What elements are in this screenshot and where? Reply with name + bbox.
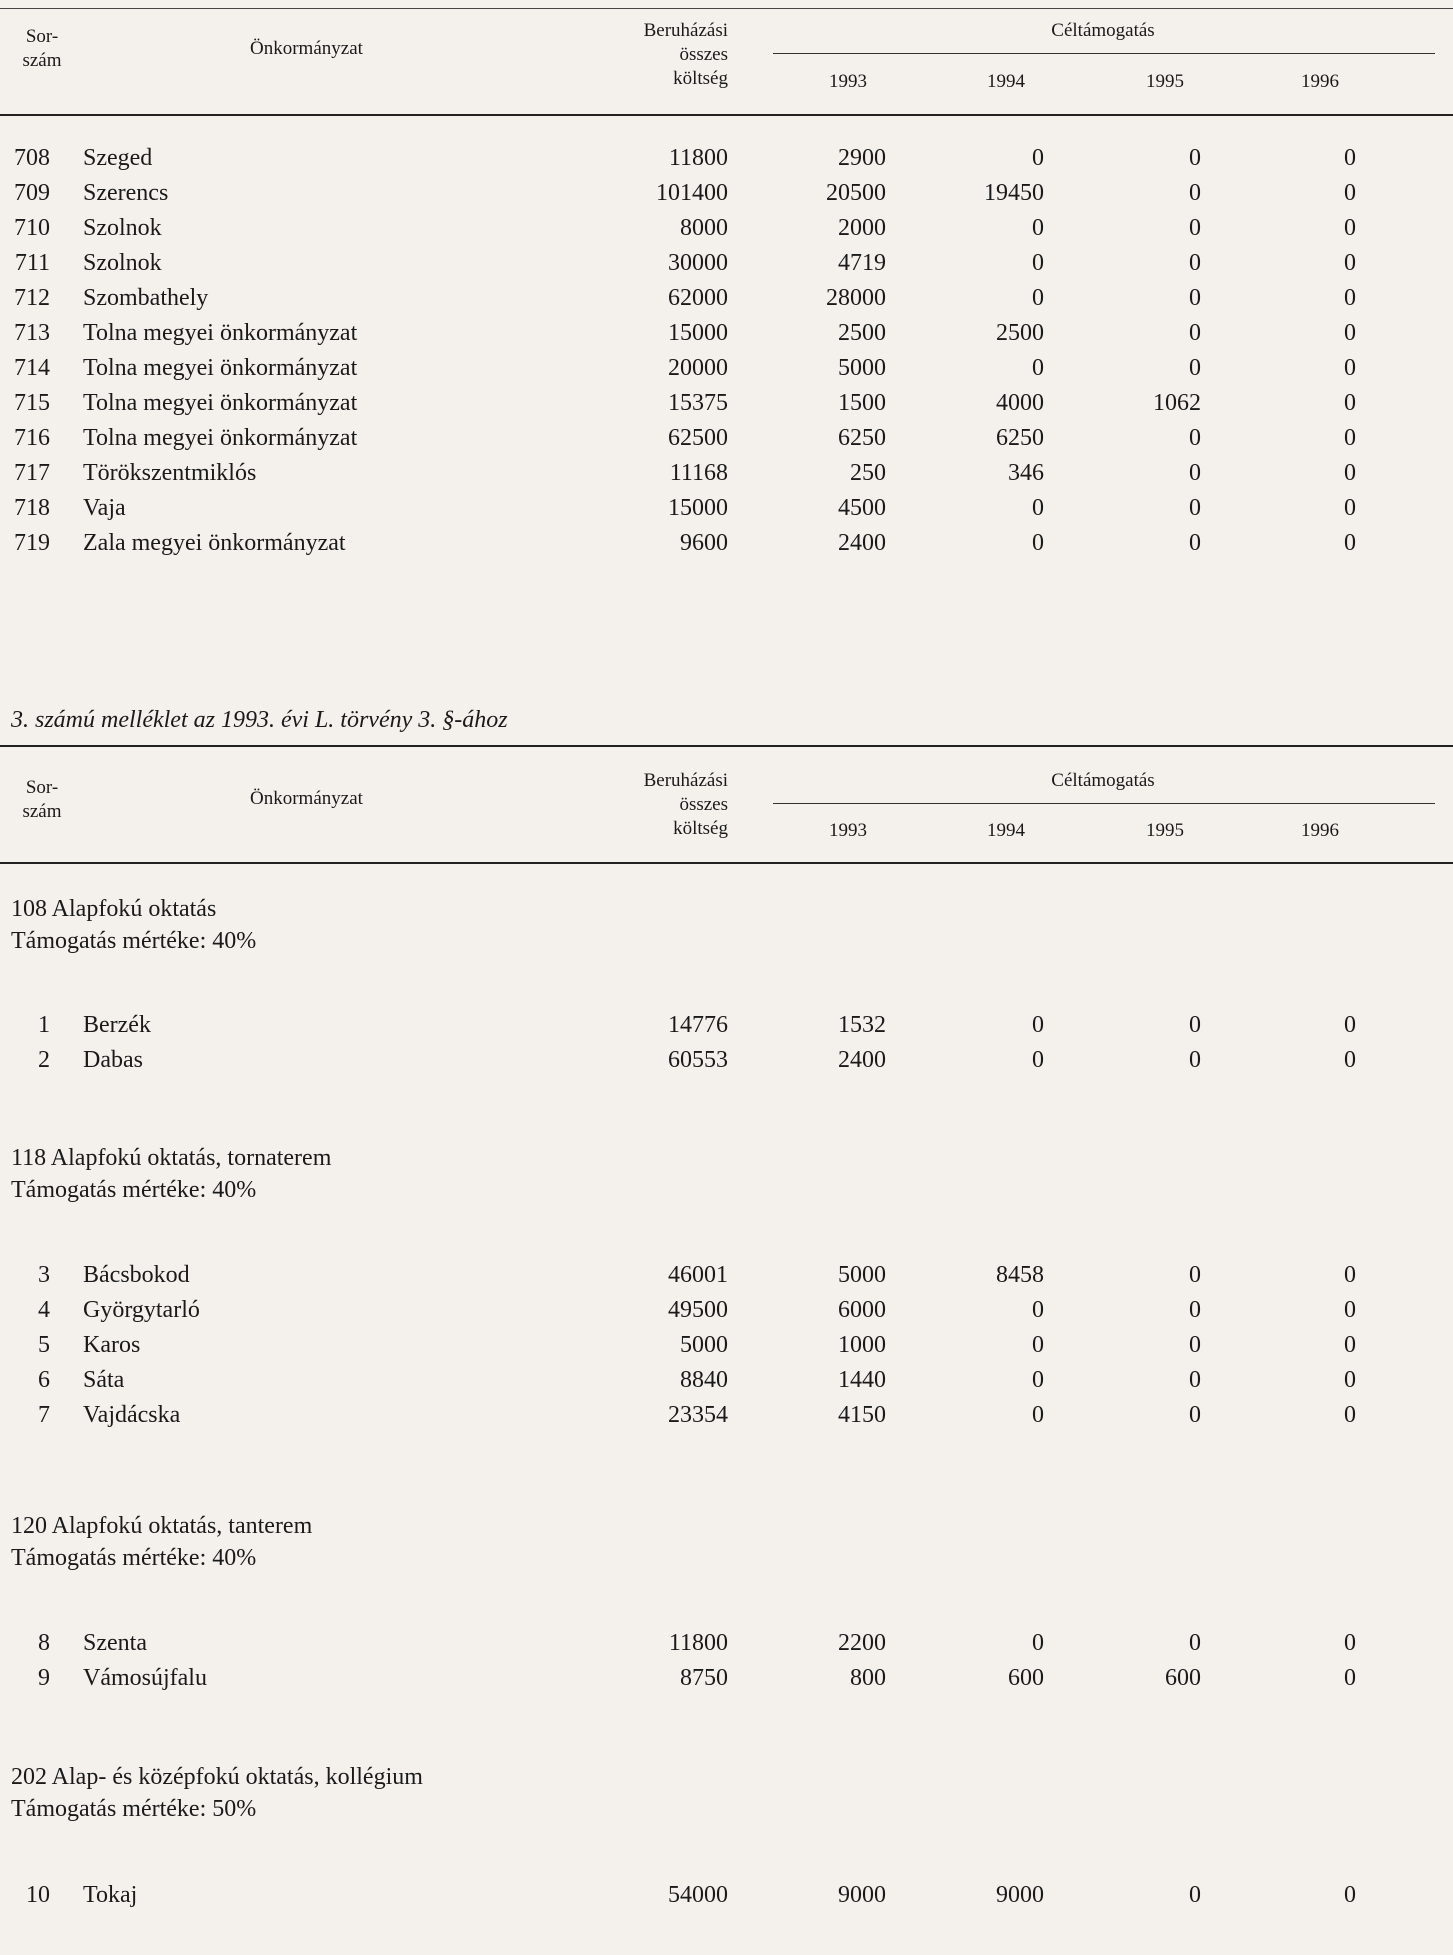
row-name: Tolna megyei önkormányzat (83, 425, 358, 451)
row-1996: 0 (1344, 285, 1356, 311)
row-name: Dabas (83, 1047, 143, 1073)
row-total-cost: 11800 (668, 1630, 728, 1656)
row-total-cost: 20000 (668, 355, 728, 381)
row-number: 7 (38, 1402, 50, 1428)
header-sub-rule (773, 53, 1435, 54)
header-sorszam-1: Sor- (25, 26, 59, 47)
row-total-cost: 30000 (668, 250, 728, 276)
header2-year-1996: 1996 (1301, 820, 1339, 841)
header2-beruhazasi-1: Beruházási (643, 770, 728, 791)
row-total-cost: 9600 (680, 530, 728, 556)
table-row (0, 1045, 1453, 1075)
row-1996: 0 (1344, 1665, 1356, 1691)
table-row (0, 423, 1453, 453)
row-1993: 2400 (838, 530, 886, 556)
row-1994: 8458 (996, 1262, 1044, 1288)
table-row (0, 528, 1453, 558)
row-number: 3 (38, 1262, 50, 1288)
table-row (0, 248, 1453, 278)
row-1994: 4000 (996, 390, 1044, 416)
row-1994: 0 (1032, 1402, 1044, 1428)
row-total-cost: 15375 (668, 390, 728, 416)
row-name: Vámosújfalu (83, 1665, 207, 1691)
row-1996: 0 (1344, 460, 1356, 486)
row-1994: 6250 (996, 425, 1044, 451)
row-number: 711 (14, 250, 50, 276)
header2-beruhazasi-2: összes (679, 794, 728, 815)
row-1995: 0 (1189, 250, 1201, 276)
section-title: 202 Alap- és középfokú oktatás, kollégium (11, 1764, 423, 1790)
header2-sorszam-1: Sor- (25, 777, 59, 798)
row-total-cost: 46001 (668, 1262, 728, 1288)
row-1994: 346 (1008, 460, 1044, 486)
row-name: Berzék (83, 1012, 151, 1038)
row-1996: 0 (1344, 320, 1356, 346)
header2-year-1994: 1994 (987, 820, 1025, 841)
row-1995: 600 (1165, 1665, 1201, 1691)
row-number: 719 (14, 530, 50, 556)
row-1995: 0 (1189, 1012, 1201, 1038)
appendix-caption: 3. számú melléklet az 1993. évi L. törvény 3. §-ához (11, 707, 508, 733)
row-total-cost: 15000 (668, 495, 728, 521)
row-1994: 0 (1032, 355, 1044, 381)
row-total-cost: 8840 (680, 1367, 728, 1393)
row-1994: 0 (1032, 1332, 1044, 1358)
row-number: 709 (14, 180, 50, 206)
header-onkormanyzat: Önkormányzat (250, 38, 363, 59)
table-row (0, 353, 1453, 383)
header2-celtamogatas: Céltámogatás (1051, 770, 1155, 791)
row-total-cost: 11168 (669, 460, 728, 486)
header-sorszam-2: szám (22, 50, 62, 71)
table-row (0, 458, 1453, 488)
row-1993: 1500 (838, 390, 886, 416)
row-1995: 1062 (1153, 390, 1201, 416)
row-1995: 0 (1189, 530, 1201, 556)
header-beruhazasi-3: költség (673, 68, 728, 89)
row-number: 1 (38, 1012, 50, 1038)
row-number: 710 (14, 215, 50, 241)
row-1995: 0 (1189, 425, 1201, 451)
row-1996: 0 (1344, 250, 1356, 276)
row-name: Vajdácska (83, 1402, 181, 1428)
table-row (0, 1010, 1453, 1040)
row-number: 717 (14, 460, 50, 486)
row-1993: 6000 (838, 1297, 886, 1323)
row-1994: 0 (1032, 1047, 1044, 1073)
row-1995: 0 (1189, 355, 1201, 381)
row-total-cost: 11800 (668, 145, 728, 171)
row-1995: 0 (1189, 1882, 1201, 1908)
row-1993: 800 (850, 1665, 886, 1691)
row-1994: 0 (1032, 145, 1044, 171)
header2-onkormanyzat: Önkormányzat (250, 788, 363, 809)
row-1993: 4719 (838, 250, 886, 276)
row-number: 713 (14, 320, 50, 346)
row-name: Szeged (83, 145, 153, 171)
row-1993: 2400 (838, 1047, 886, 1073)
row-name: Tolna megyei önkormányzat (83, 320, 358, 346)
row-1993: 9000 (838, 1882, 886, 1908)
row-total-cost: 62500 (668, 425, 728, 451)
table-row (0, 1400, 1453, 1430)
row-1993: 5000 (838, 355, 886, 381)
row-name: Györgytarló (83, 1297, 200, 1323)
header-year-1996: 1996 (1301, 71, 1339, 92)
section-title: 118 Alapfokú oktatás, tornaterem (11, 1145, 332, 1171)
header-beruhazasi-1: Beruházási (643, 20, 728, 41)
row-1994: 0 (1032, 1367, 1044, 1393)
row-1994: 0 (1032, 1012, 1044, 1038)
row-1993: 2000 (838, 215, 886, 241)
row-total-cost: 60553 (668, 1047, 728, 1073)
row-1996: 0 (1344, 1630, 1356, 1656)
row-1996: 0 (1344, 1402, 1356, 1428)
row-1994: 2500 (996, 320, 1044, 346)
row-total-cost: 54000 (668, 1882, 728, 1908)
section-rate: Támogatás mértéke: 40% (11, 1177, 257, 1203)
section-rate: Támogatás mértéke: 40% (11, 1545, 257, 1571)
section-title: 120 Alapfokú oktatás, tanterem (11, 1513, 313, 1539)
row-total-cost: 5000 (680, 1332, 728, 1358)
row-number: 6 (38, 1367, 50, 1393)
row-number: 8 (38, 1630, 50, 1656)
header-beruhazasi-2: összes (679, 44, 728, 65)
row-name: Tokaj (83, 1882, 138, 1908)
row-number: 4 (38, 1297, 50, 1323)
row-1993: 28000 (826, 285, 886, 311)
row-1995: 0 (1189, 495, 1201, 521)
top-rule (0, 8, 1453, 9)
row-name: Szenta (83, 1630, 147, 1656)
row-1996: 0 (1344, 1332, 1356, 1358)
row-name: Szerencs (83, 180, 169, 206)
row-1996: 0 (1344, 180, 1356, 206)
header2-bottom-rule (0, 862, 1453, 864)
section-rate: Támogatás mértéke: 40% (11, 928, 257, 954)
table2-top-rule (0, 745, 1453, 747)
row-total-cost: 23354 (668, 1402, 728, 1428)
row-1994: 0 (1032, 530, 1044, 556)
row-name: Sáta (83, 1367, 125, 1393)
row-1996: 0 (1344, 1297, 1356, 1323)
row-total-cost: 14776 (668, 1012, 728, 1038)
row-name: Zala megyei önkormányzat (83, 530, 346, 556)
row-1995: 0 (1189, 320, 1201, 346)
row-total-cost: 8000 (680, 215, 728, 241)
row-number: 715 (14, 390, 50, 416)
table-row (0, 388, 1453, 418)
row-1996: 0 (1344, 1367, 1356, 1393)
row-1993: 1440 (838, 1367, 886, 1393)
row-1995: 0 (1189, 1262, 1201, 1288)
row-total-cost: 62000 (668, 285, 728, 311)
row-name: Szombathely (83, 285, 209, 311)
row-1994: 600 (1008, 1665, 1044, 1691)
row-1995: 0 (1189, 180, 1201, 206)
row-1996: 0 (1344, 1012, 1356, 1038)
row-name: Bácsbokod (83, 1262, 190, 1288)
row-1995: 0 (1189, 1297, 1201, 1323)
table-row (0, 1365, 1453, 1395)
table-row (0, 143, 1453, 173)
row-1994: 0 (1032, 285, 1044, 311)
table-row (0, 1295, 1453, 1325)
row-1993: 4150 (838, 1402, 886, 1428)
row-1993: 2200 (838, 1630, 886, 1656)
row-1996: 0 (1344, 355, 1356, 381)
row-1994: 0 (1032, 250, 1044, 276)
row-1993: 2900 (838, 145, 886, 171)
row-name: Szolnok (83, 250, 162, 276)
row-1993: 250 (850, 460, 886, 486)
row-number: 2 (38, 1047, 50, 1073)
row-1996: 0 (1344, 1262, 1356, 1288)
row-1993: 5000 (838, 1262, 886, 1288)
row-1994: 0 (1032, 1630, 1044, 1656)
row-total-cost: 49500 (668, 1297, 728, 1323)
table-row (0, 1260, 1453, 1290)
row-1995: 0 (1189, 1402, 1201, 1428)
row-1996: 0 (1344, 215, 1356, 241)
row-1995: 0 (1189, 215, 1201, 241)
row-name: Karos (83, 1332, 141, 1358)
row-1996: 0 (1344, 425, 1356, 451)
header2-year-1993: 1993 (829, 820, 867, 841)
row-1993: 20500 (826, 180, 886, 206)
row-1996: 0 (1344, 1882, 1356, 1908)
row-name: Szolnok (83, 215, 162, 241)
row-1994: 0 (1032, 495, 1044, 521)
table-row (0, 283, 1453, 313)
header-year-1994: 1994 (987, 71, 1025, 92)
row-1995: 0 (1189, 460, 1201, 486)
row-1995: 0 (1189, 145, 1201, 171)
row-number: 708 (14, 145, 50, 171)
header-celtamogatas: Céltámogatás (1051, 20, 1155, 41)
section-rate: Támogatás mértéke: 50% (11, 1796, 257, 1822)
row-1995: 0 (1189, 1630, 1201, 1656)
row-name: Törökszentmiklós (83, 460, 257, 486)
table-row (0, 1330, 1453, 1360)
row-1996: 0 (1344, 145, 1356, 171)
row-name: Tolna megyei önkormányzat (83, 355, 358, 381)
section-title: 108 Alapfokú oktatás (11, 896, 217, 922)
table-row (0, 1628, 1453, 1658)
row-1996: 0 (1344, 530, 1356, 556)
row-1994: 9000 (996, 1882, 1044, 1908)
row-1993: 1000 (838, 1332, 886, 1358)
row-1995: 0 (1189, 1367, 1201, 1393)
table-row (0, 1663, 1453, 1693)
table-row (0, 178, 1453, 208)
header2-sorszam-2: szám (22, 801, 62, 822)
row-1995: 0 (1189, 1332, 1201, 1358)
row-number: 712 (14, 285, 50, 311)
header2-sub-rule (773, 803, 1435, 804)
row-1996: 0 (1344, 495, 1356, 521)
row-name: Tolna megyei önkormányzat (83, 390, 358, 416)
row-1996: 0 (1344, 1047, 1356, 1073)
row-number: 9 (38, 1665, 50, 1691)
row-number: 716 (14, 425, 50, 451)
row-1995: 0 (1189, 285, 1201, 311)
header-bottom-rule (0, 114, 1453, 116)
row-total-cost: 15000 (668, 320, 728, 346)
row-1994: 0 (1032, 1297, 1044, 1323)
row-name: Vaja (83, 495, 126, 521)
table-row (0, 318, 1453, 348)
row-1994: 19450 (984, 180, 1044, 206)
row-total-cost: 8750 (680, 1665, 728, 1691)
row-1993: 4500 (838, 495, 886, 521)
row-1993: 2500 (838, 320, 886, 346)
table-row (0, 493, 1453, 523)
header-year-1995: 1995 (1146, 71, 1184, 92)
header2-year-1995: 1995 (1146, 820, 1184, 841)
row-1993: 1532 (838, 1012, 886, 1038)
row-number: 718 (14, 495, 50, 521)
table-row (0, 1880, 1453, 1910)
row-total-cost: 101400 (656, 180, 728, 206)
row-number: 714 (14, 355, 50, 381)
row-number: 10 (26, 1882, 50, 1908)
row-1993: 6250 (838, 425, 886, 451)
row-1995: 0 (1189, 1047, 1201, 1073)
header2-beruhazasi-3: költség (673, 818, 728, 839)
row-1994: 0 (1032, 215, 1044, 241)
row-1996: 0 (1344, 390, 1356, 416)
table-row (0, 213, 1453, 243)
header-year-1993: 1993 (829, 71, 867, 92)
row-number: 5 (38, 1332, 50, 1358)
